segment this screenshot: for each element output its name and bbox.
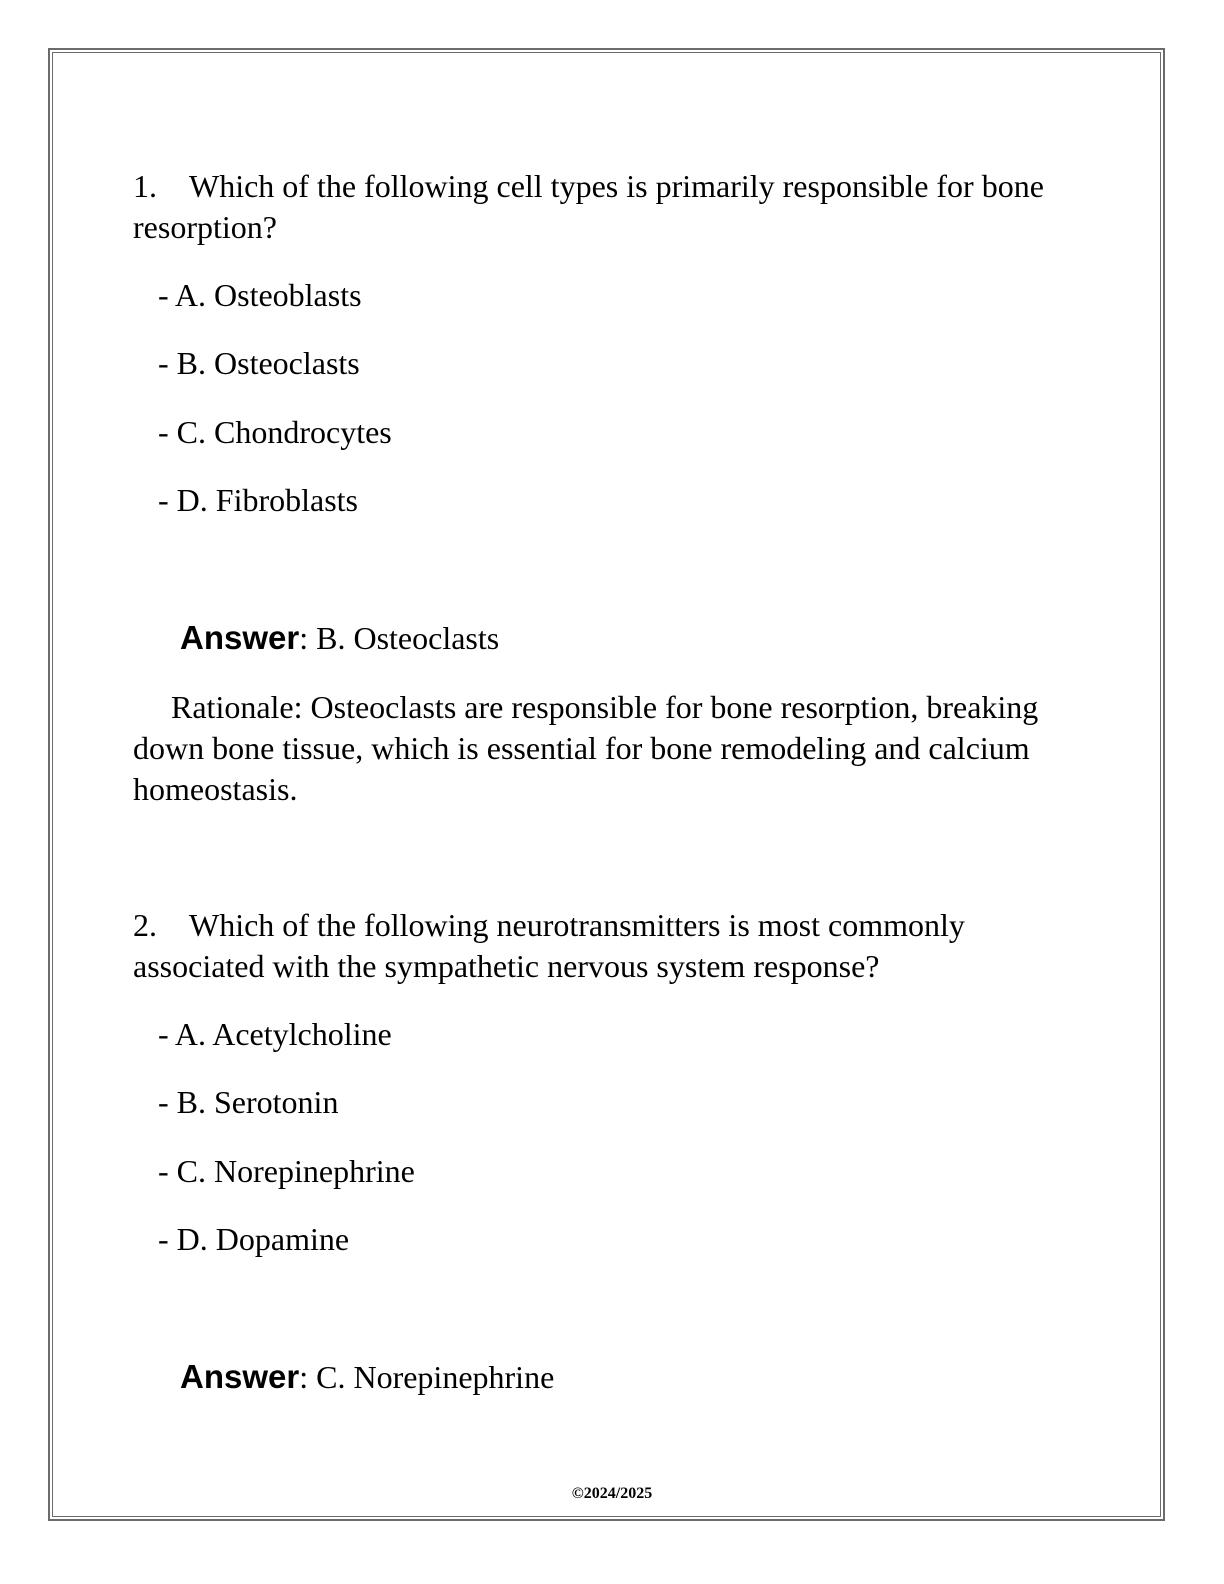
question-1-option-c: - C. Chondrocytes [158, 414, 392, 450]
question-1-answer [180, 618, 499, 658]
question-1-number: 1. [133, 168, 157, 204]
question-2-text: Which of the following neurotransmitters is most commonly associated with the sympathetic nervous system response? [133, 907, 965, 984]
question-2-option-d: - D. Dopamine [158, 1221, 350, 1257]
question-2-option-a: - A. Acetylcholine [158, 1016, 392, 1052]
question-2-number: 2. [133, 907, 157, 943]
question-1-answer-label: Answer [180, 619, 300, 656]
question-1-answer-value: : B. Osteoclasts [299, 620, 500, 656]
question-2 [133, 905, 1083, 987]
question-2-option-b: - B. Serotonin [158, 1084, 339, 1120]
question-2-answer-label: Answer [180, 1358, 300, 1395]
question-2-answer-value: : C. Norepinephrine [299, 1359, 555, 1395]
question-1-text: Which of the following cell types is primarily responsible for bone resorption? [133, 168, 1044, 245]
question-1-rationale: Rationale: Osteoclasts are responsible for bone resorption, breaking down bone tissue, which is essential for bone remodeling and calcium homeostasis. [133, 689, 1039, 807]
question-1 [133, 166, 1083, 248]
question-1-option-d: - D. Fibroblasts [158, 482, 358, 518]
question-2-answer [180, 1357, 554, 1397]
question-1-option-a: - A. Osteoblasts [158, 277, 362, 313]
question-1-option-b: - B. Osteoclasts [158, 345, 360, 381]
question-2-option-c: - C. Norepinephrine [158, 1153, 415, 1189]
copyright-footer: ©2024/2025 [571, 1485, 653, 1502]
